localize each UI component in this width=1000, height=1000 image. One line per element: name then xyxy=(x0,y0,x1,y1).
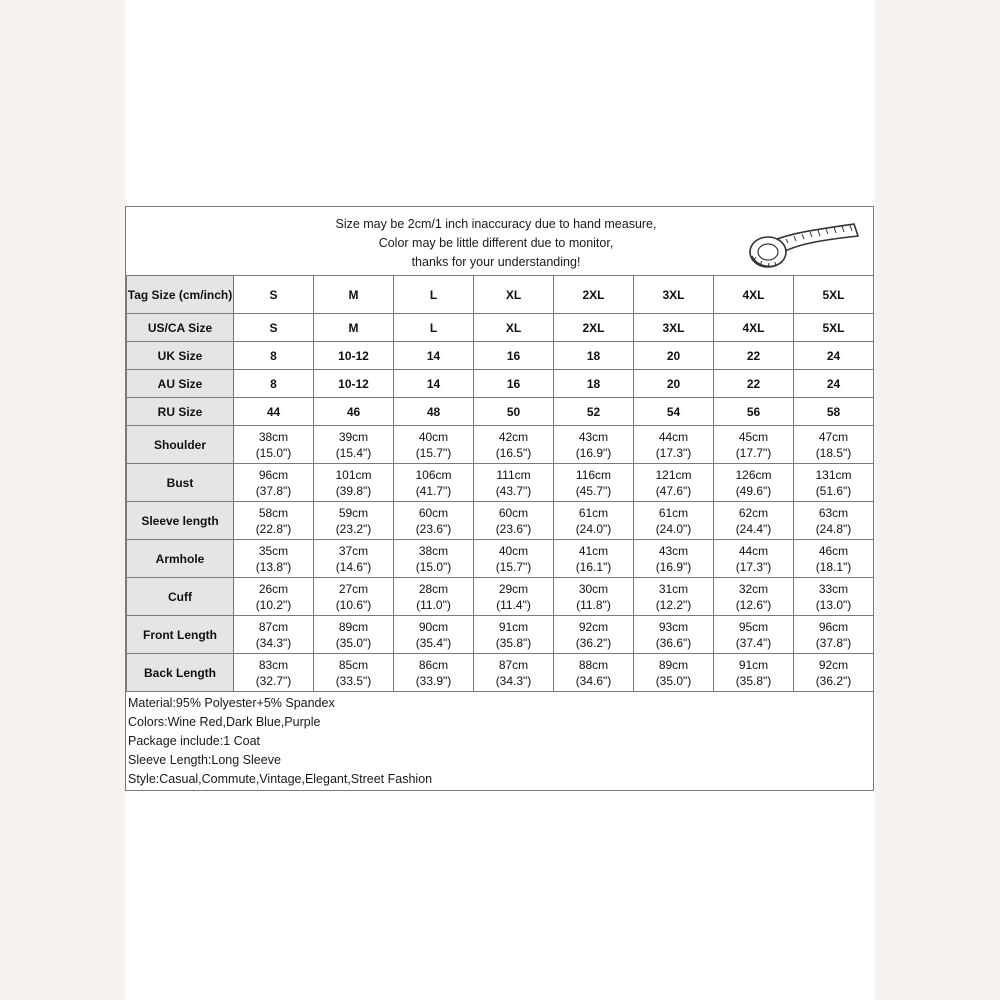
row-header: Bust xyxy=(127,464,234,502)
measure-cell xyxy=(714,426,794,464)
size-cell: 10-12 xyxy=(314,370,394,398)
size-table-body xyxy=(127,276,874,692)
measure-cell xyxy=(394,616,474,654)
cm-value: 87cm xyxy=(498,657,529,672)
inch-value: (16.9") xyxy=(575,445,612,460)
cm-value: 26cm xyxy=(258,581,289,596)
size-cell: 8 xyxy=(234,342,314,370)
cm-value: 88cm xyxy=(578,657,609,672)
inch-value: (51.6") xyxy=(815,483,852,498)
inch-value: (24.8") xyxy=(815,521,852,536)
measure-cell xyxy=(794,654,874,692)
inch-value: (17.3") xyxy=(735,559,772,574)
size-cell: 52 xyxy=(554,398,634,426)
inch-value: (35.0") xyxy=(335,635,372,650)
size-cell: 18 xyxy=(554,342,634,370)
cm-value: 43cm xyxy=(658,543,689,558)
cm-value: 92cm xyxy=(818,657,849,672)
measure-cell xyxy=(794,502,874,540)
inch-value: (15.0") xyxy=(255,445,292,460)
cm-value: 35cm xyxy=(258,543,289,558)
inch-value: (41.7") xyxy=(415,483,452,498)
size-row xyxy=(127,276,874,314)
row-header: US/CA Size xyxy=(127,314,234,342)
size-cell: 4XL xyxy=(714,276,794,314)
measure-cell xyxy=(314,464,394,502)
size-cell: 20 xyxy=(634,370,714,398)
row-header: Cuff xyxy=(127,578,234,616)
measure-cell xyxy=(714,502,794,540)
size-row xyxy=(127,398,874,426)
inch-value: (43.7") xyxy=(495,483,532,498)
measure-row xyxy=(127,502,874,540)
notice-line-3: thanks for your understanding! xyxy=(411,255,581,269)
measure-cell xyxy=(394,502,474,540)
measure-cell xyxy=(714,616,794,654)
inch-value: (15.0") xyxy=(415,559,452,574)
measure-cell xyxy=(394,540,474,578)
size-cell: 5XL xyxy=(794,276,874,314)
cm-value: 106cm xyxy=(415,467,452,482)
inch-value: (32.7") xyxy=(255,673,292,688)
size-cell: 18 xyxy=(554,370,634,398)
measure-cell xyxy=(714,578,794,616)
measure-cell xyxy=(314,426,394,464)
measure-cell xyxy=(234,654,314,692)
measure-cell xyxy=(554,578,634,616)
cm-value: 44cm xyxy=(658,429,689,444)
cm-value: 40cm xyxy=(418,429,449,444)
measure-cell xyxy=(314,502,394,540)
measure-cell xyxy=(474,540,554,578)
inch-value: (23.6") xyxy=(495,521,532,536)
measure-cell xyxy=(314,654,394,692)
size-cell: 22 xyxy=(714,370,794,398)
size-cell: XL xyxy=(474,276,554,314)
size-cell: M xyxy=(314,276,394,314)
size-cell: S xyxy=(234,314,314,342)
inch-value: (49.6") xyxy=(735,483,772,498)
measure-cell xyxy=(554,502,634,540)
cm-value: 61cm xyxy=(658,505,689,520)
cm-value: 95cm xyxy=(738,619,769,634)
measure-cell xyxy=(394,464,474,502)
cm-value: 44cm xyxy=(738,543,769,558)
inch-value: (45.7") xyxy=(575,483,612,498)
measure-cell xyxy=(474,426,554,464)
notice-line-1: Size may be 2cm/1 inch inaccuracy due to hand measure, xyxy=(335,217,657,231)
measure-cell xyxy=(634,540,714,578)
measure-cell xyxy=(314,578,394,616)
cm-value: 87cm xyxy=(258,619,289,634)
size-cell: 46 xyxy=(314,398,394,426)
inch-value: (16.9") xyxy=(655,559,692,574)
cm-value: 43cm xyxy=(578,429,609,444)
inch-value: (37.8") xyxy=(815,635,852,650)
size-cell: 5XL xyxy=(794,314,874,342)
measure-cell xyxy=(234,578,314,616)
size-cell: L xyxy=(394,276,474,314)
size-cell: 24 xyxy=(794,370,874,398)
measure-cell xyxy=(554,426,634,464)
inch-value: (11.0") xyxy=(416,597,451,612)
measure-cell xyxy=(794,578,874,616)
row-header: Front Length xyxy=(127,616,234,654)
inch-value: (15.7") xyxy=(495,559,532,574)
cm-value: 101cm xyxy=(335,467,372,482)
cm-value: 91cm xyxy=(498,619,529,634)
measure-row xyxy=(127,540,874,578)
size-row xyxy=(127,370,874,398)
measure-cell xyxy=(714,654,794,692)
row-header: Sleeve length xyxy=(127,502,234,540)
cm-value: 27cm xyxy=(338,581,369,596)
cm-value: 38cm xyxy=(418,543,449,558)
size-cell: 14 xyxy=(394,342,474,370)
inch-value: (10.6") xyxy=(335,597,372,612)
cm-value: 30cm xyxy=(578,581,609,596)
measure-cell xyxy=(634,654,714,692)
spec-package: Package include:1 Coat xyxy=(128,734,261,748)
measure-cell xyxy=(634,578,714,616)
inch-value: (34.6") xyxy=(575,673,612,688)
measure-cell xyxy=(554,540,634,578)
product-image xyxy=(125,0,875,1000)
size-cell: 2XL xyxy=(554,276,634,314)
size-row xyxy=(127,314,874,342)
inch-value: (11.8") xyxy=(576,597,611,612)
measure-cell xyxy=(634,426,714,464)
measure-cell xyxy=(394,578,474,616)
inch-value: (15.7") xyxy=(415,445,452,460)
measure-cell xyxy=(474,502,554,540)
cm-value: 37cm xyxy=(338,543,369,558)
inch-value: (14.6") xyxy=(335,559,372,574)
size-cell: 2XL xyxy=(554,314,634,342)
row-header: Armhole xyxy=(127,540,234,578)
notice-box xyxy=(126,207,873,276)
spec-style: Style:Casual,Commute,Vintage,Elegant,Street Fashion xyxy=(128,772,433,786)
measure-cell xyxy=(314,540,394,578)
size-cell: 4XL xyxy=(714,314,794,342)
inch-value: (35.8") xyxy=(735,673,772,688)
cm-value: 60cm xyxy=(418,505,449,520)
cm-value: 42cm xyxy=(498,429,529,444)
cm-value: 89cm xyxy=(338,619,369,634)
inch-value: (24.0") xyxy=(575,521,612,536)
size-cell: 20 xyxy=(634,342,714,370)
spec-colors: Colors:Wine Red,Dark Blue,Purple xyxy=(128,715,321,729)
inch-value: (15.4") xyxy=(335,445,372,460)
measure-cell xyxy=(794,426,874,464)
inch-value: (18.5") xyxy=(815,445,852,460)
inch-value: (39.8") xyxy=(335,483,372,498)
inch-value: (17.3") xyxy=(655,445,692,460)
measure-row xyxy=(127,616,874,654)
inch-value: (12.2") xyxy=(655,597,692,612)
cm-value: 111cm xyxy=(496,467,531,482)
inch-value: (34.3") xyxy=(495,673,532,688)
inch-value: (24.4") xyxy=(735,521,772,536)
inch-value: (34.3") xyxy=(255,635,292,650)
measure-row xyxy=(127,426,874,464)
size-cell: 3XL xyxy=(634,314,714,342)
size-cell: 44 xyxy=(234,398,314,426)
measure-cell xyxy=(714,540,794,578)
inch-value: (37.4") xyxy=(735,635,772,650)
cm-value: 41cm xyxy=(578,543,609,558)
cm-value: 116cm xyxy=(575,467,612,482)
row-header: Tag Size (cm/inch) xyxy=(127,276,234,314)
inch-value: (13.0") xyxy=(815,597,852,612)
measure-cell xyxy=(714,464,794,502)
cm-value: 29cm xyxy=(498,581,529,596)
cm-value: 96cm xyxy=(818,619,849,634)
measure-cell xyxy=(474,464,554,502)
size-cell: 16 xyxy=(474,370,554,398)
inch-value: (36.2") xyxy=(815,673,852,688)
inch-value: (17.7") xyxy=(735,445,772,460)
measure-cell xyxy=(474,616,554,654)
inch-value: (37.8") xyxy=(255,483,292,498)
cm-value: 38cm xyxy=(258,429,289,444)
inch-value: (16.5") xyxy=(495,445,532,460)
size-cell: 16 xyxy=(474,342,554,370)
inch-value: (11.4") xyxy=(496,597,531,612)
size-cell: 8 xyxy=(234,370,314,398)
measure-cell xyxy=(314,616,394,654)
cm-value: 45cm xyxy=(738,429,769,444)
inch-value: (10.2") xyxy=(255,597,292,612)
size-row xyxy=(127,342,874,370)
row-header: RU Size xyxy=(127,398,234,426)
measure-cell xyxy=(554,616,634,654)
cm-value: 121cm xyxy=(655,467,692,482)
measure-cell xyxy=(794,540,874,578)
inch-value: (33.5") xyxy=(335,673,372,688)
cm-value: 86cm xyxy=(418,657,449,672)
cm-value: 39cm xyxy=(338,429,369,444)
inch-value: (35.8") xyxy=(495,635,532,650)
measure-row xyxy=(127,578,874,616)
measure-row xyxy=(127,654,874,692)
measure-row xyxy=(127,464,874,502)
inch-value: (23.2") xyxy=(335,521,372,536)
measure-cell xyxy=(234,502,314,540)
size-cell: 58 xyxy=(794,398,874,426)
size-cell: 10-12 xyxy=(314,342,394,370)
measure-cell xyxy=(394,426,474,464)
size-chart xyxy=(125,206,874,791)
cm-value: 31cm xyxy=(658,581,689,596)
cm-value: 131cm xyxy=(815,467,852,482)
inch-value: (13.8") xyxy=(255,559,292,574)
cm-value: 91cm xyxy=(738,657,769,672)
measure-cell xyxy=(474,578,554,616)
row-header: AU Size xyxy=(127,370,234,398)
product-specs xyxy=(128,694,868,789)
size-cell: 14 xyxy=(394,370,474,398)
size-cell: 54 xyxy=(634,398,714,426)
inch-value: (33.9") xyxy=(415,673,452,688)
row-header: UK Size xyxy=(127,342,234,370)
cm-value: 60cm xyxy=(498,505,529,520)
cm-value: 47cm xyxy=(818,429,849,444)
measure-cell xyxy=(634,616,714,654)
size-cell: 48 xyxy=(394,398,474,426)
measure-cell xyxy=(234,426,314,464)
cm-value: 83cm xyxy=(258,657,289,672)
cm-value: 85cm xyxy=(338,657,369,672)
measure-cell xyxy=(634,464,714,502)
cm-value: 126cm xyxy=(735,467,772,482)
measure-cell xyxy=(794,464,874,502)
measure-cell xyxy=(794,616,874,654)
size-cell: M xyxy=(314,314,394,342)
measure-cell xyxy=(634,502,714,540)
inch-value: (22.8") xyxy=(255,521,292,536)
inch-value: (12.6") xyxy=(735,597,772,612)
size-cell: XL xyxy=(474,314,554,342)
cm-value: 58cm xyxy=(258,505,289,520)
cm-value: 33cm xyxy=(818,581,849,596)
inch-value: (24.0") xyxy=(655,521,692,536)
measure-cell xyxy=(554,464,634,502)
cm-value: 28cm xyxy=(418,581,449,596)
spec-sleeve-length: Sleeve Length:Long Sleeve xyxy=(128,753,281,767)
size-cell: 24 xyxy=(794,342,874,370)
size-cell: 22 xyxy=(714,342,794,370)
size-cell: L xyxy=(394,314,474,342)
inch-value: (36.6") xyxy=(655,635,692,650)
cm-value: 32cm xyxy=(738,581,769,596)
measure-cell xyxy=(394,654,474,692)
row-header: Back Length xyxy=(127,654,234,692)
spec-material: Material:95% Polyester+5% Spandex xyxy=(128,696,335,710)
inch-value: (35.4") xyxy=(415,635,452,650)
measure-cell xyxy=(234,616,314,654)
cm-value: 46cm xyxy=(818,543,849,558)
notice-line-2: Color may be little different due to monitor, xyxy=(378,236,614,250)
inch-value: (23.6") xyxy=(415,521,452,536)
inch-value: (47.6") xyxy=(655,483,692,498)
row-header: Shoulder xyxy=(127,426,234,464)
cm-value: 40cm xyxy=(498,543,529,558)
notice-text xyxy=(226,215,766,272)
inch-value: (36.2") xyxy=(575,635,612,650)
measure-cell xyxy=(554,654,634,692)
inch-value: (18.1") xyxy=(815,559,852,574)
size-cell: 56 xyxy=(714,398,794,426)
measure-cell xyxy=(474,654,554,692)
cm-value: 93cm xyxy=(658,619,689,634)
cm-value: 90cm xyxy=(418,619,449,634)
size-cell: 50 xyxy=(474,398,554,426)
measuring-tape-icon xyxy=(742,212,862,272)
measure-cell xyxy=(234,464,314,502)
inch-value: (16.1") xyxy=(575,559,612,574)
size-table xyxy=(126,275,874,692)
cm-value: 63cm xyxy=(818,505,849,520)
cm-value: 92cm xyxy=(578,619,609,634)
cm-value: 96cm xyxy=(258,467,289,482)
size-cell: S xyxy=(234,276,314,314)
cm-value: 62cm xyxy=(738,505,769,520)
measure-cell xyxy=(234,540,314,578)
inch-value: (35.0") xyxy=(655,673,692,688)
cm-value: 59cm xyxy=(338,505,369,520)
cm-value: 89cm xyxy=(658,657,689,672)
size-cell: 3XL xyxy=(634,276,714,314)
cm-value: 61cm xyxy=(578,505,609,520)
